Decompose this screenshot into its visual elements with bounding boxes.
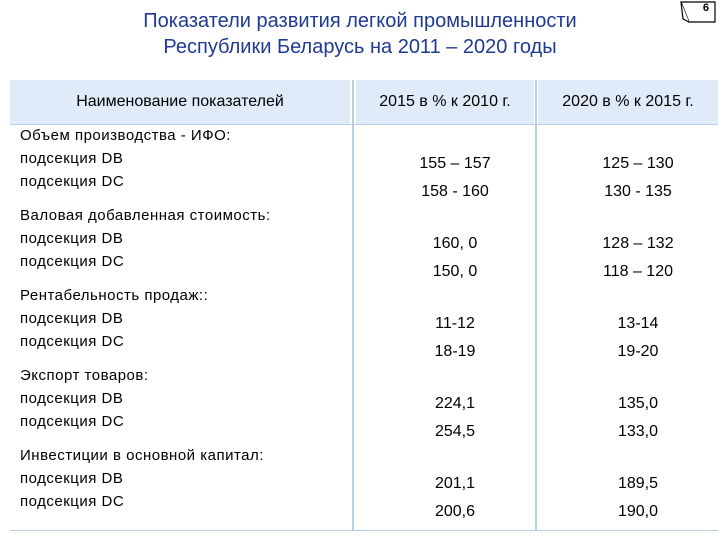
cell-value: 201,1 — [434, 475, 476, 492]
row-label: подсекция DB — [20, 230, 124, 247]
page-number-badge — [679, 0, 717, 26]
row-label: подсекция DB — [20, 470, 124, 487]
row-label: подсекция DC — [20, 173, 125, 190]
group-title: Валовая добавленная стоимость: — [20, 207, 271, 224]
cell-value: 160, 0 — [432, 235, 478, 252]
cell-value: 11-12 — [435, 315, 475, 332]
cell-value: 158 - 160 — [421, 183, 489, 200]
cell-value: 150, 0 — [432, 263, 478, 280]
page-corner-icon — [679, 0, 717, 26]
indicator-group-investment — [10, 444, 718, 524]
group-title: Инвестиции в основной капитал: — [20, 447, 264, 464]
group-title: Экспорт товаров: — [20, 367, 149, 384]
cell-value: 18-19 — [434, 343, 476, 360]
cell-value: 133,0 — [617, 423, 659, 440]
header-2015-vs-2010: 2015 в % к 2010 г. — [356, 80, 534, 124]
cell-value: 155 – 157 — [419, 155, 491, 172]
cell-value: 200,6 — [434, 503, 476, 520]
page-number: 6 — [702, 2, 709, 14]
bottom-rule — [10, 530, 718, 531]
cell-value: 118 – 120 — [603, 263, 673, 280]
group-title: Объем производства - ИФО: — [20, 127, 231, 144]
row-label: подсекция DC — [20, 493, 125, 510]
row-label: подсекция DB — [20, 310, 124, 327]
row-label: подсекция DC — [20, 413, 125, 430]
cell-value: 224,1 — [434, 395, 476, 412]
indicator-group-production — [10, 124, 718, 204]
row-label: подсекция DB — [20, 150, 124, 167]
cell-value: 189,5 — [617, 475, 659, 492]
cell-value: 254,5 — [434, 423, 476, 440]
title-line-2: Республики Беларусь на 2011 – 2020 годы — [163, 36, 557, 58]
indicator-group-export — [10, 364, 718, 444]
indicator-group-profitability — [10, 284, 718, 364]
header-indicator-name: Наименование показателей — [10, 80, 350, 124]
page-title — [60, 8, 660, 60]
cell-value: 128 – 132 — [602, 235, 674, 252]
title-line-1: Показатели развития легкой промышленности — [143, 10, 577, 32]
cell-value: 19-20 — [617, 343, 659, 360]
indicator-group-value-added — [10, 204, 718, 284]
row-label: подсекция DC — [20, 333, 125, 350]
row-label: подсекция DC — [20, 253, 125, 270]
header-2020-vs-2015: 2020 в % к 2015 г. — [538, 80, 718, 124]
group-title: Рентабельность продаж:: — [20, 287, 209, 304]
cell-value: 125 – 130 — [602, 155, 674, 172]
cell-value: 190,0 — [617, 503, 659, 520]
row-label: подсекция DB — [20, 390, 124, 407]
cell-value: 13-14 — [617, 315, 659, 332]
cell-value: 130 - 135 — [604, 183, 672, 200]
cell-value: 135,0 — [617, 395, 659, 412]
